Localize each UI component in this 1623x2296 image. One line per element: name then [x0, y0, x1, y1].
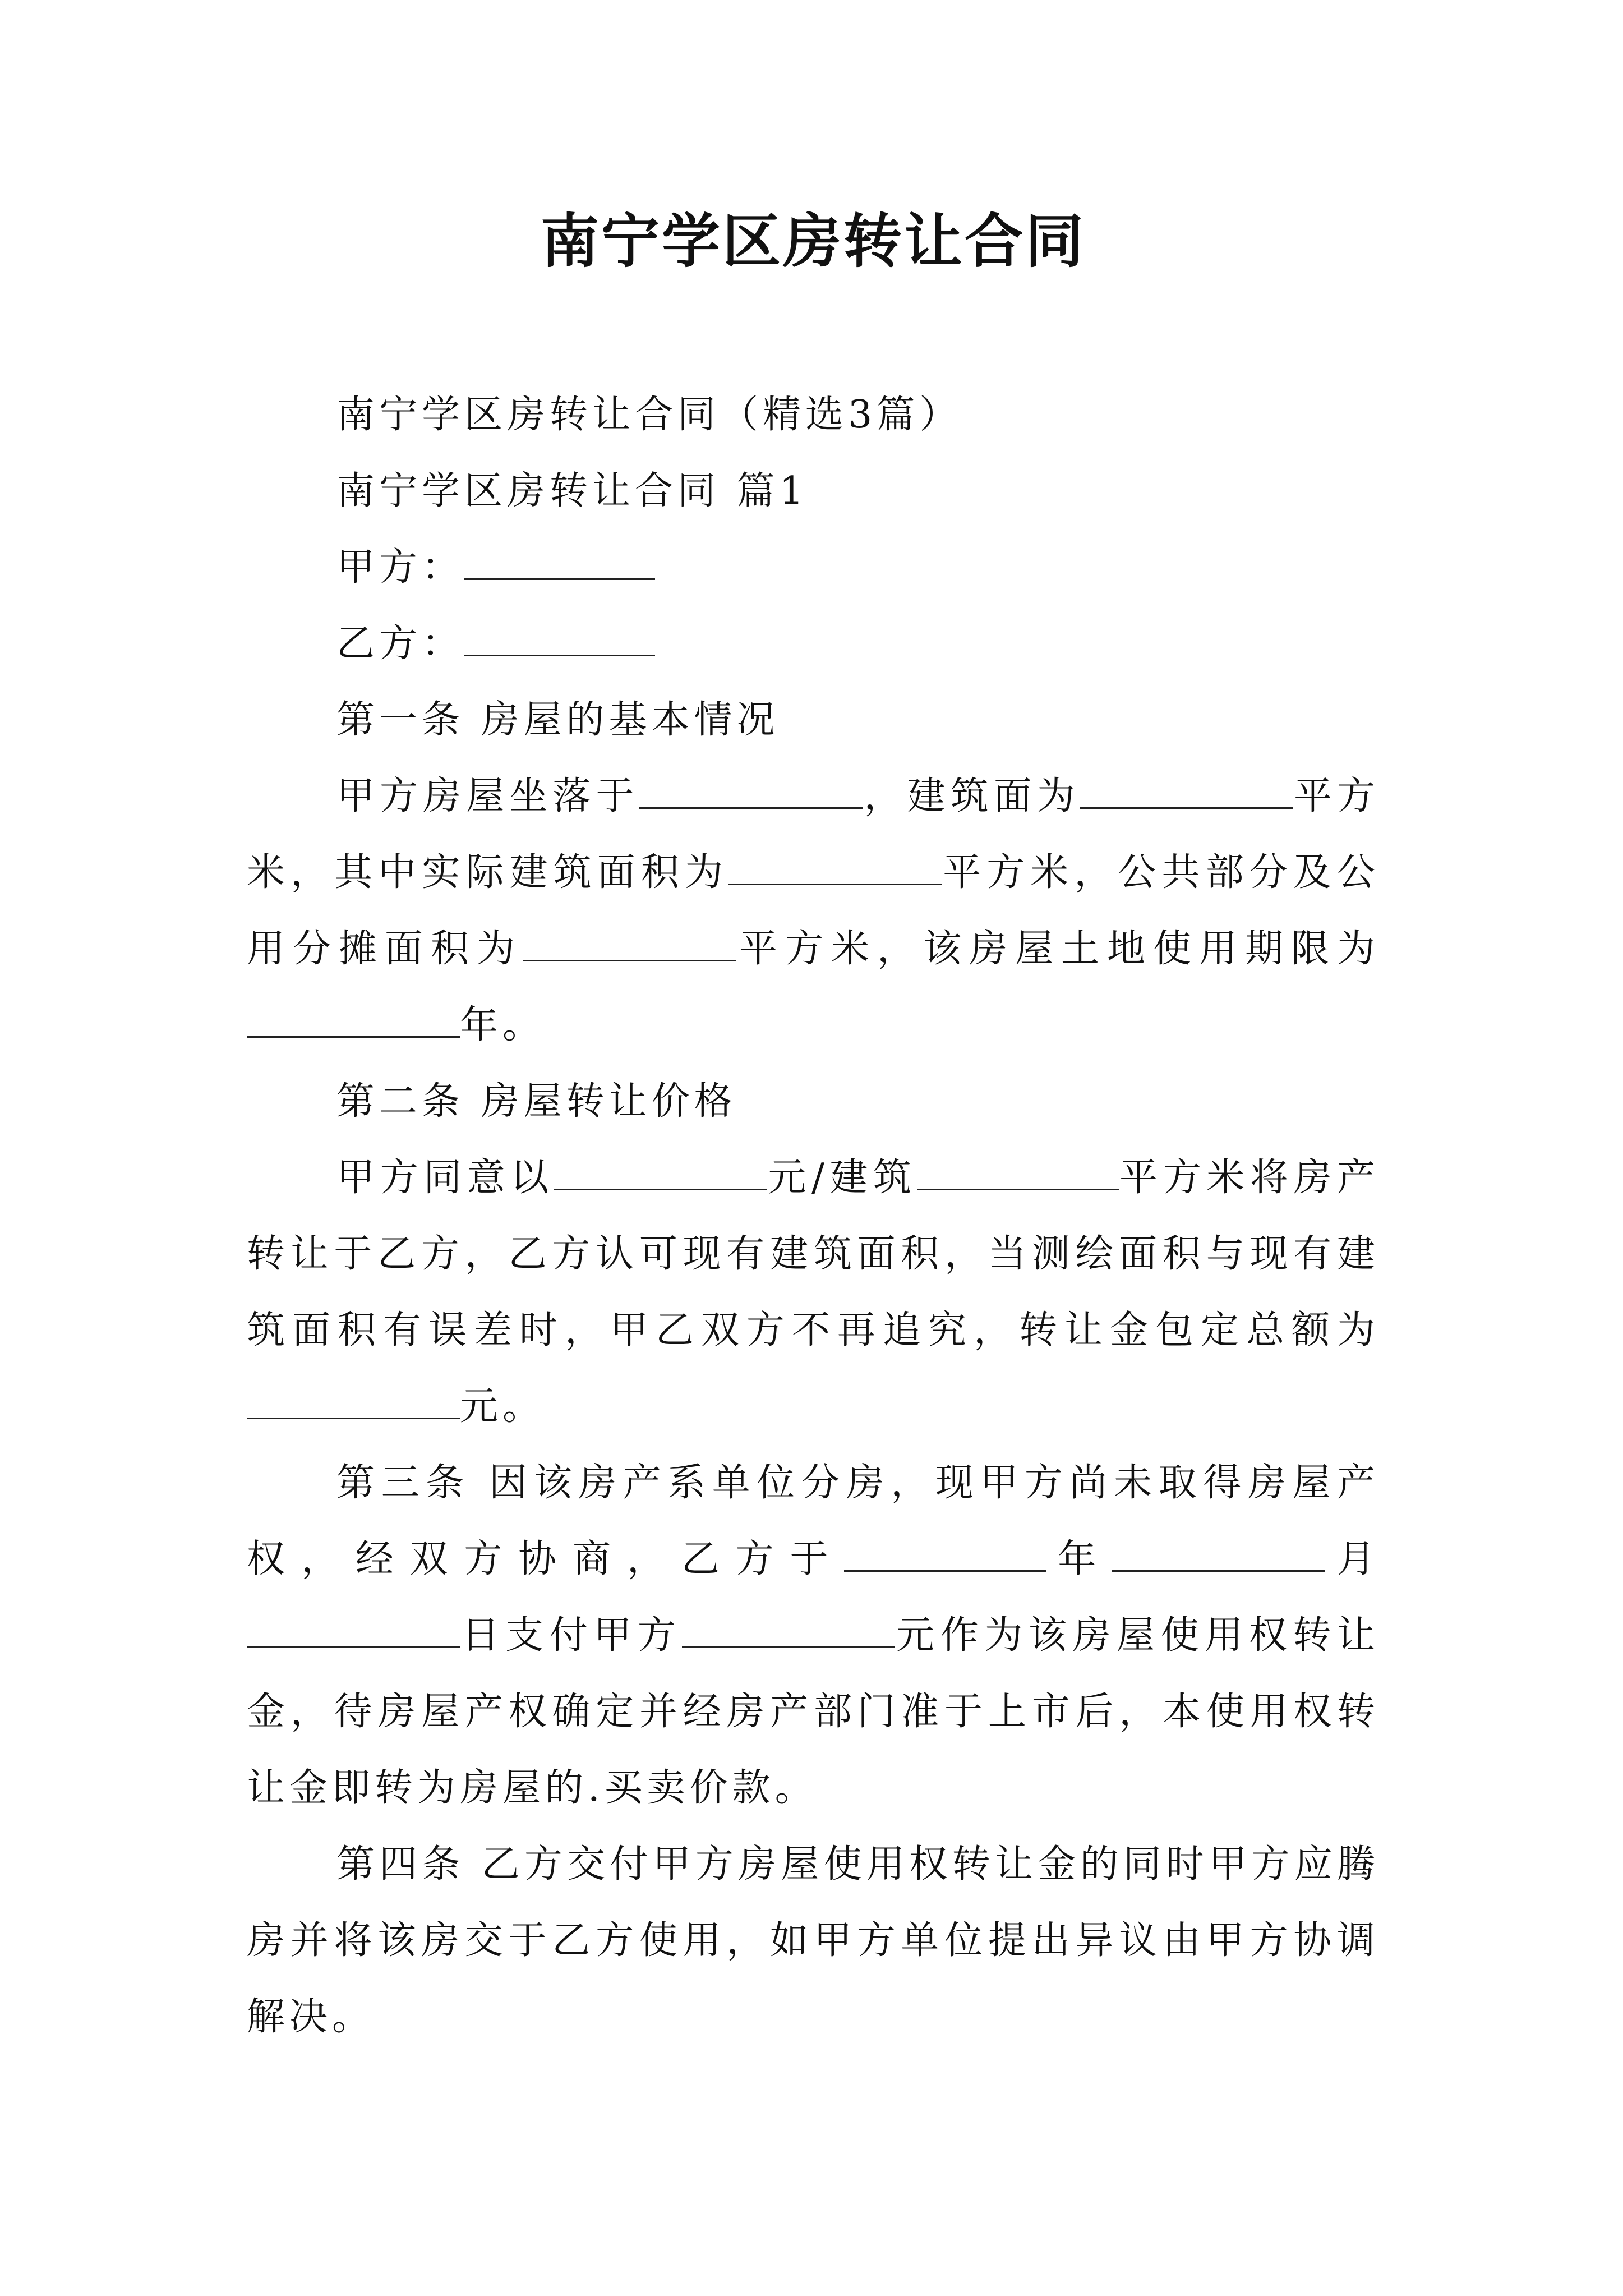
shared-area-blank — [523, 926, 736, 961]
article2-text-4: 元。 — [460, 1384, 546, 1429]
unit-price-blank — [554, 1155, 767, 1190]
article3-text-2: 年 — [1046, 1537, 1113, 1581]
location-blank — [639, 774, 863, 809]
article2-text-2: 元/建筑 — [767, 1156, 917, 1200]
day-blank — [247, 1613, 460, 1648]
article3-text-4: 日支付甲方 — [460, 1613, 682, 1658]
document-title: 南宁学区房转让合同 — [540, 206, 1086, 275]
party-b-line — [247, 606, 1380, 682]
article4-paragraph: 第四条 乙方交付甲方房屋使用权转让金的同时甲方应腾房并将该房交于乙方使用，如甲方单位提出异议由甲方协调解决。 — [247, 1842, 1380, 2039]
document-body — [247, 377, 1380, 2055]
area-blank — [917, 1155, 1119, 1190]
article2-heading: 第二条 房屋转让价格 — [336, 1079, 737, 1124]
article1-text-3: 平方米，其中实际建筑面积为 — [247, 774, 1380, 895]
month-blank — [1112, 1536, 1325, 1572]
total-price-blank — [247, 1384, 460, 1419]
year-blank — [844, 1536, 1046, 1572]
article1-heading: 第一条 房屋的基本情况 — [336, 698, 780, 742]
subtitle: 南宁学区房转让合同（精选3篇） — [336, 393, 962, 437]
actual-area-blank — [728, 850, 942, 885]
party-b-label: 乙方： — [336, 622, 465, 666]
article2-paragraph — [247, 1140, 1380, 1445]
building-area-blank — [1080, 774, 1293, 809]
article1-text-4: 平方米，公共部分及公用分摊面积为 — [247, 850, 1380, 971]
land-term-blank — [247, 1002, 460, 1038]
article2-text-1: 甲方同意以 — [336, 1156, 554, 1200]
party-a-blank — [464, 545, 655, 580]
article1-text-2: ，建筑面为 — [863, 774, 1080, 818]
party-a-label: 甲方： — [336, 545, 465, 590]
party-b-blank — [464, 621, 655, 656]
article3-text-3: 月 — [1325, 1537, 1380, 1581]
section-heading: 南宁学区房转让合同 篇1 — [336, 469, 808, 513]
article3-text-5: 元作为该房屋使用权转让金，待房屋产权确定并经房产部门准于上市后，本使用权转让金即转为房屋的.买卖价款。 — [247, 1613, 1380, 1810]
party-a-line — [247, 530, 1380, 606]
article1-text-5: 平方米，该房屋土地使用期限为 — [736, 927, 1380, 971]
payment-amount-blank — [682, 1613, 895, 1648]
article2-text-3: 平方米将房产转让于乙方，乙方认可现有建筑面积，当测绘面积与现有建筑面积有误差时，甲乙双方不再追究，转让金包定总额为 — [247, 1156, 1380, 1352]
article1-text-6: 年。 — [460, 1003, 546, 1047]
article1-text-1: 甲方房屋坐落于 — [336, 774, 639, 818]
article3-paragraph — [247, 1445, 1380, 1826]
article1-paragraph — [247, 758, 1380, 1064]
article3-text-1: 第三条 因该房产系单位分房，现甲方尚未取得房屋产权，经双方协商，乙方于 — [247, 1461, 1380, 1581]
